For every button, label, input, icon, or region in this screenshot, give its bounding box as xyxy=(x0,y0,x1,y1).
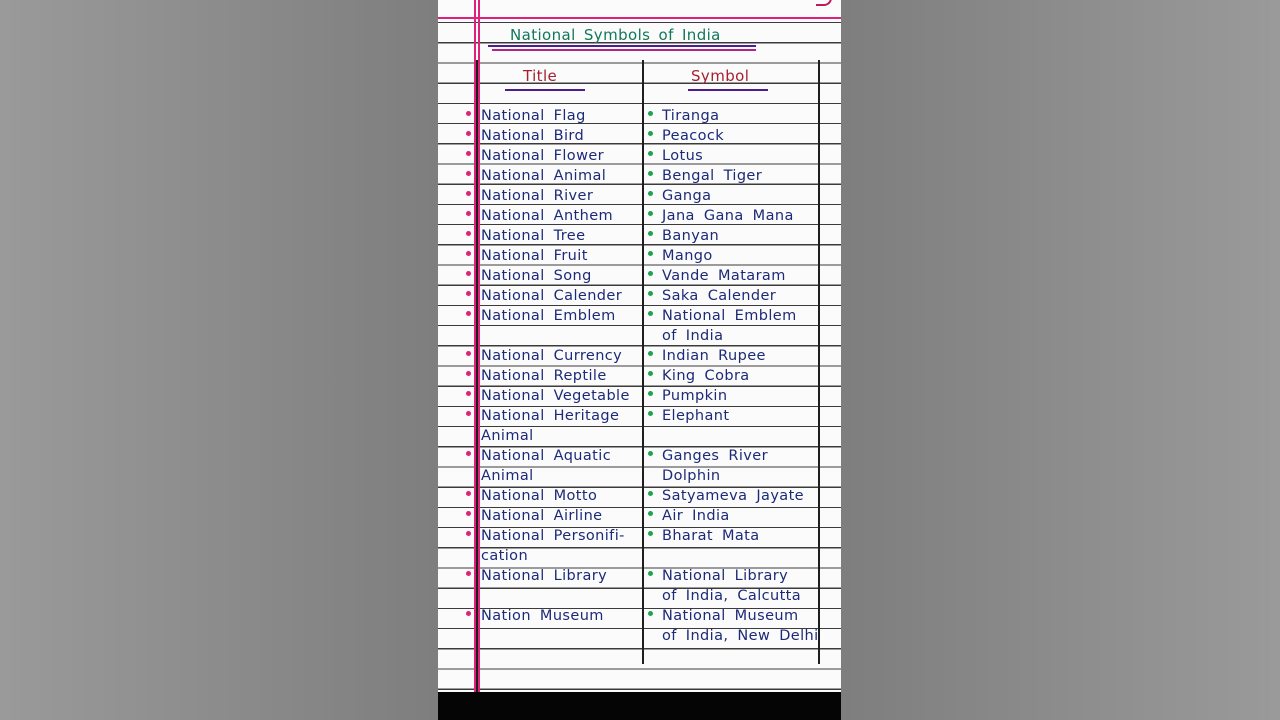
background-left xyxy=(0,0,438,720)
bullet-pink xyxy=(466,571,471,576)
row-title: Animal xyxy=(481,468,534,484)
row-title: National Library xyxy=(481,568,608,584)
title-underline xyxy=(488,45,756,47)
row-title: National Tree xyxy=(481,228,586,244)
corner-mark xyxy=(816,0,832,6)
bullet-green xyxy=(648,371,653,376)
column-header-title: Title xyxy=(523,67,558,85)
bullet-pink xyxy=(466,291,471,296)
row-symbol: Bharat Mata xyxy=(662,528,760,544)
row-title: National Flag xyxy=(481,108,586,124)
bullet-pink xyxy=(466,271,471,276)
row-symbol: of India, New Delhi xyxy=(662,628,819,644)
row-title: National Vegetable xyxy=(481,388,630,404)
bullet-green xyxy=(648,611,653,616)
bullet-pink xyxy=(466,231,471,236)
row-title: National Flower xyxy=(481,148,605,164)
bullet-green xyxy=(648,251,653,256)
page-title: National Symbols of India xyxy=(510,26,721,44)
bullet-green xyxy=(648,231,653,236)
bullet-green xyxy=(648,311,653,316)
bullet-pink xyxy=(466,151,471,156)
background-right xyxy=(841,0,1280,720)
row-title: National River xyxy=(481,188,594,204)
bullet-pink xyxy=(466,511,471,516)
bullet-pink xyxy=(466,131,471,136)
row-symbol: Lotus xyxy=(662,148,704,164)
row-title: cation xyxy=(481,548,529,564)
bullet-green xyxy=(648,351,653,356)
bullet-pink xyxy=(466,171,471,176)
row-title: National Emblem xyxy=(481,308,616,324)
header-underline xyxy=(688,89,768,91)
row-title: National Animal xyxy=(481,168,607,184)
row-symbol: Indian Rupee xyxy=(662,348,766,364)
row-symbol: Ganga xyxy=(662,188,712,204)
row-symbol: Pumpkin xyxy=(662,388,728,404)
row-symbol: National Emblem xyxy=(662,308,797,324)
title-underline xyxy=(492,49,756,51)
table-column-divider xyxy=(642,60,644,664)
bullet-pink xyxy=(466,311,471,316)
bullet-pink xyxy=(466,391,471,396)
row-title: National Personifi- xyxy=(481,528,625,544)
bullet-green xyxy=(648,291,653,296)
row-symbol: King Cobra xyxy=(662,368,750,384)
bottom-bar xyxy=(438,692,841,720)
row-symbol: Bengal Tiger xyxy=(662,168,763,184)
row-title: National Fruit xyxy=(481,248,588,264)
bullet-green xyxy=(648,491,653,496)
row-title: National Anthem xyxy=(481,208,614,224)
bullet-pink xyxy=(466,491,471,496)
bullet-green xyxy=(648,411,653,416)
bullet-pink xyxy=(466,371,471,376)
bullet-green xyxy=(648,111,653,116)
row-symbol: Ganges River xyxy=(662,448,768,464)
bullet-pink xyxy=(466,211,471,216)
row-symbol: Satyameva Jayate xyxy=(662,488,804,504)
row-title: National Airline xyxy=(481,508,603,524)
row-symbol: Peacock xyxy=(662,128,725,144)
row-symbol: Air India xyxy=(662,508,730,524)
bullet-green xyxy=(648,391,653,396)
row-title: National Calender xyxy=(481,288,623,304)
bullet-green xyxy=(648,211,653,216)
row-title: National Reptile xyxy=(481,368,607,384)
bullet-pink xyxy=(466,531,471,536)
bullet-pink xyxy=(466,611,471,616)
bullet-green xyxy=(648,191,653,196)
row-title: National Aquatic xyxy=(481,448,612,464)
bullet-green xyxy=(648,451,653,456)
row-title: National Song xyxy=(481,268,592,284)
bullet-green xyxy=(648,271,653,276)
row-title: National Bird xyxy=(481,128,585,144)
row-symbol: of India, Calcutta xyxy=(662,588,802,604)
row-symbol: of India xyxy=(662,328,724,344)
bullet-pink xyxy=(466,111,471,116)
row-symbol: Banyan xyxy=(662,228,720,244)
bullet-green xyxy=(648,131,653,136)
bullet-green xyxy=(648,571,653,576)
row-symbol: Tiranga xyxy=(662,108,720,124)
margin-line xyxy=(478,0,480,692)
row-symbol: Jana Gana Mana xyxy=(662,208,794,224)
header-underline xyxy=(505,89,585,91)
bullet-green xyxy=(648,531,653,536)
row-title: Nation Museum xyxy=(481,608,604,624)
row-symbol: National Library xyxy=(662,568,789,584)
row-symbol: Dolphin xyxy=(662,468,721,484)
row-symbol: Saka Calender xyxy=(662,288,777,304)
row-symbol: Vande Mataram xyxy=(662,268,786,284)
table-border-right xyxy=(818,60,820,664)
bullet-pink xyxy=(466,191,471,196)
column-header-symbol: Symbol xyxy=(691,67,750,85)
notebook-page xyxy=(438,0,841,692)
row-symbol: National Museum xyxy=(662,608,799,624)
bullet-pink xyxy=(466,451,471,456)
bullet-pink xyxy=(466,411,471,416)
table-border-left xyxy=(476,60,478,692)
row-symbol: Elephant xyxy=(662,408,730,424)
row-title: National Heritage xyxy=(481,408,620,424)
top-margin-line xyxy=(438,17,841,19)
bullet-green xyxy=(648,171,653,176)
row-title: National Currency xyxy=(481,348,623,364)
row-title: National Motto xyxy=(481,488,598,504)
bullet-green xyxy=(648,511,653,516)
row-title: Animal xyxy=(481,428,534,444)
bullet-pink xyxy=(466,251,471,256)
bullet-pink xyxy=(466,351,471,356)
bullet-green xyxy=(648,151,653,156)
row-symbol: Mango xyxy=(662,248,713,264)
